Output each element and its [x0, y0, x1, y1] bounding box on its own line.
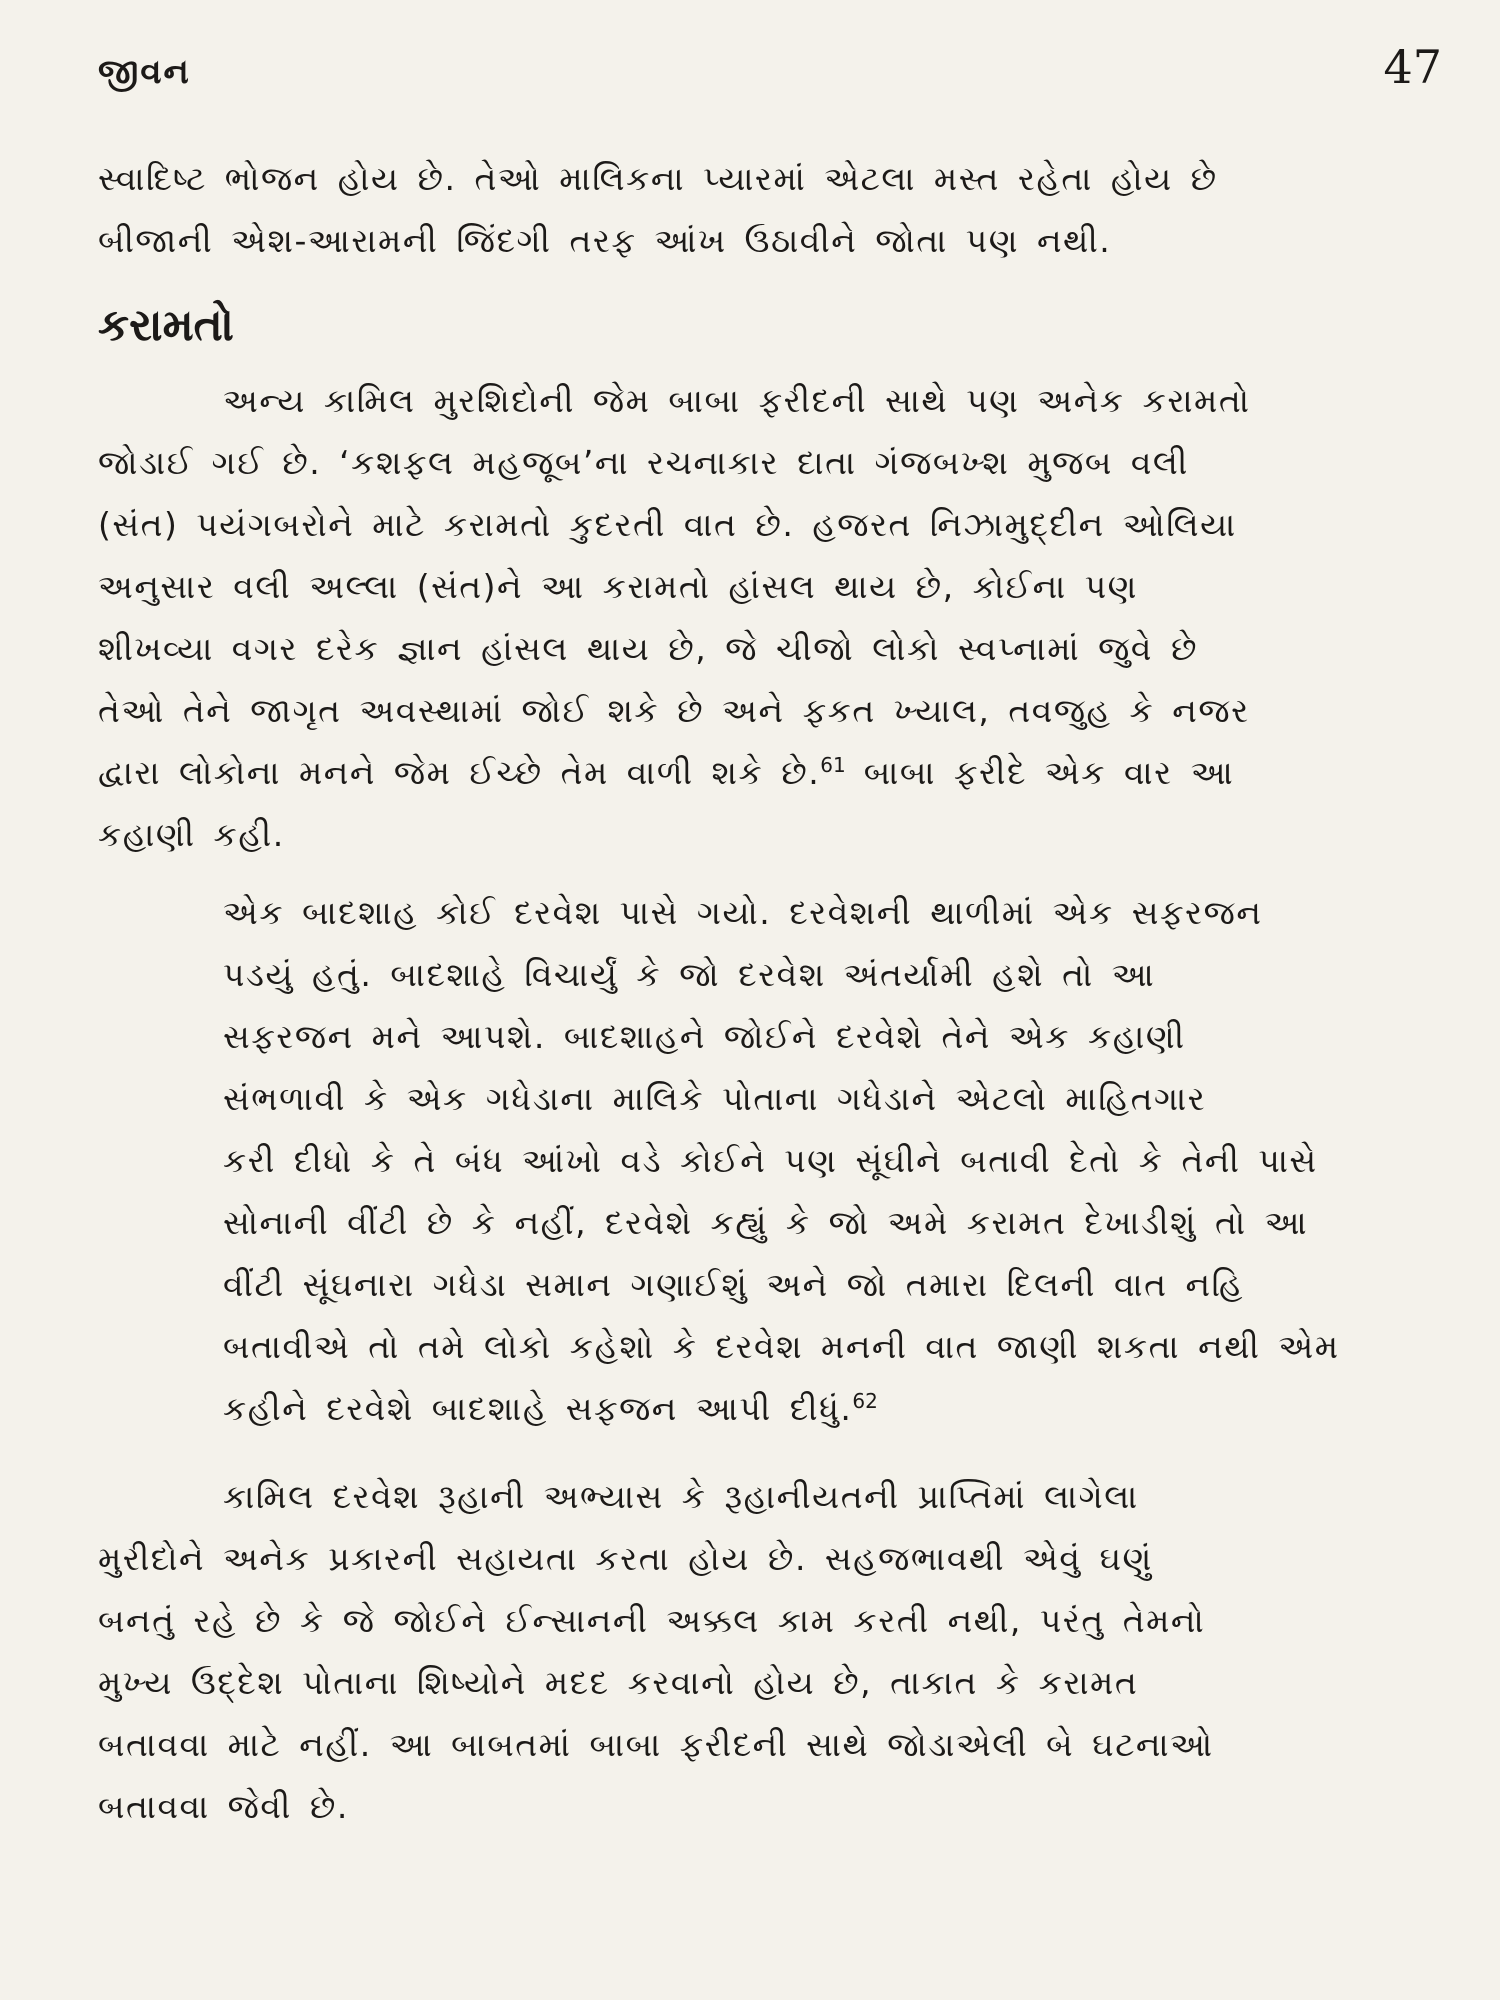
- paragraph-2: [98, 1466, 1450, 1838]
- paragraph-line: બતાવવા જેવી છે.: [98, 1787, 349, 1826]
- paragraph-line: અન્ય કામિલ મુરશિદોની જેમ બાબા ફરીદની સાથે પણ અનેક કરામતો: [223, 381, 1251, 420]
- paragraph-line: (સંત) પયંગબરોને માટે કરામતો કુદરતી વાત છે. હજરત નિઝામુદ્દીન ઓલિયા: [98, 505, 1237, 544]
- intro-line: બીજાની એશ-આરામની જિંદગી તરફ આંખ ઉઠાવીને જોતા પણ નથી.: [98, 221, 1112, 260]
- footnote-marker: 62: [852, 1389, 878, 1413]
- paragraph-line: જોડાઈ ગઈ છે. ‘કશફલ મહજૂબ’ના રચનાકાર દાતા ગંજબખ્શ મુજબ વલી: [98, 443, 1189, 482]
- paragraph-line: કહાણી કહી.: [98, 815, 285, 854]
- running-head: જીવન: [98, 52, 191, 92]
- story-line: એક બાદશાહ કોઈ દરવેશ પાસે ગયો. દરવેશની થાળીમાં એક સફરજન: [223, 893, 1263, 932]
- line-text: બાબા ફરીદે એક વાર આ: [845, 753, 1235, 792]
- line-text: દ્વારા લોકોના મનને જેમ ઈચ્છે તેમ વાળી શકે છે.: [98, 753, 821, 792]
- story-line: કરી દીધો કે તે બંધ આંખો વડે કોઈને પણ સૂંઘીને બતાવી દેતો કે તેની પાસે: [223, 1141, 1318, 1180]
- story-block: [223, 882, 1450, 1440]
- story-line: [223, 1378, 1450, 1440]
- paragraph-line: શીખવ્યા વગર દરેક જ્ઞાન હાંસલ થાય છે, જે ચીજો લોકો સ્વપ્નામાં જુવે છે: [98, 629, 1198, 668]
- paragraph-line: બતાવવા માટે નહીં. આ બાબતમાં બાબા ફરીદની સાથે જોડાએલી બે ઘટનાઓ: [98, 1725, 1214, 1764]
- spacer: [98, 1440, 1450, 1466]
- intro-line: સ્વાદિષ્ટ ભોજન હોય છે. તેઓ માલિકના પ્યારમાં એટલા મસ્ત રહેતા હોય છે: [98, 159, 1218, 198]
- paragraph-line: મુખ્ય ઉદ્દેશ પોતાના શિષ્યોને મદદ કરવાનો હોય છે, તાકાત કે કરામત: [98, 1663, 1139, 1702]
- page-number: 47: [1383, 40, 1442, 94]
- story-line: સોનાની વીંટી છે કે નહીં, દરવેશે કહ્યું કે જો અમે કરામત દેખાડીશું તો આ: [223, 1203, 1309, 1242]
- paragraph-line: તેઓ તેને જાગૃત અવસ્થામાં જોઈ શકે છે અને ફકત ખ્યાલ, તવજુહ કે નજર: [98, 691, 1250, 730]
- footnote-marker: 61: [820, 753, 846, 777]
- paragraph-line: કામિલ દરવેશ રૂહાની અભ્યાસ કે રૂહાનીયતની પ્રાપ્તિમાં લાગેલા: [223, 1477, 1139, 1516]
- story-line: સંભળાવી કે એક ગધેડાના માલિકે પોતાના ગધેડાને એટલો માહિતગાર: [223, 1079, 1207, 1118]
- story-line: પડયું હતું. બાદશાહે વિચાર્યું કે જો દરવેશ અંતર્યામી હશે તો આ: [223, 955, 1156, 994]
- story-line: સફરજન મને આપશે. બાદશાહને જોઈને દરવેશે તેને એક કહાણી: [223, 1017, 1186, 1056]
- page-body: [98, 148, 1450, 1838]
- paragraph-1: [98, 370, 1450, 866]
- section-heading: કરામતો: [98, 300, 234, 351]
- paragraph-line: બનતું રહે છે કે જે જોઈને ઈન્સાનની અક્કલ કામ કરતી નથી, પરંતુ તેમનો: [98, 1601, 1206, 1640]
- paragraph-line: મુરીદોને અનેક પ્રકારની સહાયતા કરતા હોય છે. સહજભાવથી એવું ઘણું: [98, 1539, 1153, 1578]
- paragraph-line: અનુસાર વલી અલ્લા (સંત)ને આ કરામતો હાંસલ થાય છે, કોઈના પણ: [98, 567, 1138, 606]
- paragraph-line: [98, 742, 1450, 804]
- spacer: [98, 866, 1450, 882]
- story-line: બતાવીએ તો તમે લોકો કહેશો કે દરવેશ મનની વાત જાણી શકતા નથી એમ: [223, 1327, 1340, 1366]
- story-line: વીંટી સૂંઘનારા ગધેડા સમાન ગણાઈશું અને જો તમારા દિલની વાત નહિ: [223, 1265, 1244, 1304]
- line-text: કહીને દરવેશે બાદશાહે સફજન આપી દીધું.: [223, 1389, 853, 1428]
